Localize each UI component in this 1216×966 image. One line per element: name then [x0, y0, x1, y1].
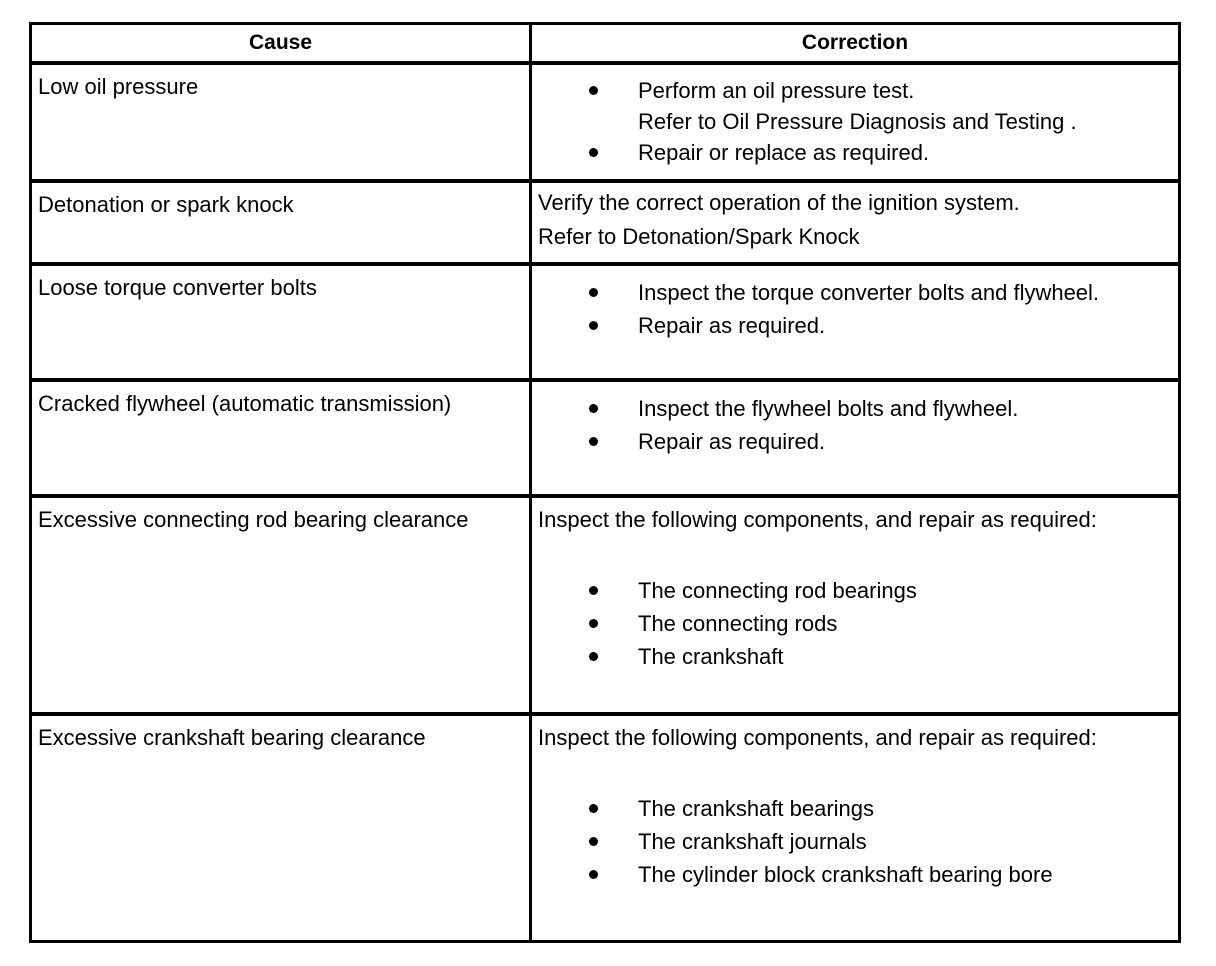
- list-item-text: Repair as required.: [638, 429, 826, 454]
- list-item: [532, 792, 1178, 825]
- bullet-list: [532, 392, 1178, 458]
- list-item-text: The cylinder block crankshaft bearing bore: [638, 862, 1053, 887]
- bullet-list: [532, 276, 1178, 342]
- list-item-text: Repair as required.: [638, 313, 826, 338]
- list-item: [532, 276, 1178, 309]
- list-item: [532, 137, 1178, 168]
- header-cause: Cause: [32, 25, 532, 65]
- diagnosis-table: [29, 22, 1181, 943]
- list-item: [532, 425, 1178, 458]
- bullet-dot-icon: [589, 288, 598, 297]
- bullet-dot-icon: [589, 870, 598, 879]
- cause-cell-connecting-rod: [32, 498, 532, 716]
- list-item-text: Inspect the torque converter bolts and flywheel.: [638, 280, 1100, 305]
- cause-cell-low-oil-pressure: [32, 65, 532, 183]
- list-item: [532, 858, 1178, 891]
- cause-cell-cracked-flywheel: [32, 382, 532, 498]
- correction-cell-detonation: [532, 183, 1178, 266]
- bullet-list: [532, 792, 1178, 891]
- cause-text: Detonation or spark knock: [38, 192, 294, 217]
- bullet-dot-icon: [589, 437, 598, 446]
- cause-cell-crankshaft-bearing: [32, 716, 532, 940]
- bullet-dot-icon: [589, 586, 598, 595]
- bullet-dot-icon: [589, 652, 598, 661]
- list-item-text: Perform an oil pressure test.: [638, 78, 915, 103]
- bullet-dot-icon: [589, 837, 598, 846]
- correction-cell-connecting-rod: [532, 498, 1178, 716]
- bullet-list: [532, 75, 1178, 168]
- bullet-dot-icon: [589, 148, 598, 157]
- list-item: [532, 392, 1178, 425]
- bullet-dot-icon: [589, 404, 598, 413]
- correction-intro: Inspect the following components, and repair as required:: [538, 507, 1097, 532]
- cause-cell-torque-converter: [32, 266, 532, 382]
- bullet-dot-icon: [589, 619, 598, 628]
- cause-text: Cracked flywheel (automatic transmission): [38, 391, 452, 416]
- list-item-text: Repair or replace as required.: [638, 140, 930, 165]
- bullet-dot-icon: [589, 804, 598, 813]
- bullet-dot-icon: [589, 86, 598, 95]
- bullet-dot-icon: [589, 321, 598, 330]
- cause-cell-detonation: [32, 183, 532, 266]
- correction-cell-cracked-flywheel: [532, 382, 1178, 498]
- bullet-list: [532, 574, 1178, 673]
- list-item-text: The crankshaft bearings: [638, 796, 875, 821]
- list-item-text: The connecting rod bearings: [638, 578, 917, 603]
- correction-intro: Inspect the following components, and repair as required:: [538, 725, 1097, 750]
- list-item-text: The crankshaft: [638, 644, 784, 669]
- correction-text: Refer to Detonation/Spark Knock: [538, 224, 860, 249]
- list-item-text: The crankshaft journals: [638, 829, 867, 854]
- correction-cell-low-oil-pressure: [532, 65, 1178, 183]
- cause-text: Loose torque converter bolts: [38, 275, 317, 300]
- cause-text: Low oil pressure: [38, 74, 199, 99]
- list-item-text: The connecting rods: [638, 611, 838, 636]
- list-item-text: Inspect the flywheel bolts and flywheel.: [638, 396, 1019, 421]
- cause-text: Excessive connecting rod bearing clearance: [38, 507, 469, 532]
- header-correction: Correction: [532, 25, 1178, 65]
- cause-text: Excessive crankshaft bearing clearance: [38, 725, 426, 750]
- list-item: [532, 574, 1178, 607]
- list-item-text: Refer to Oil Pressure Diagnosis and Testing .: [638, 109, 1077, 134]
- correction-text: Verify the correct operation of the ignition system.: [538, 190, 1020, 215]
- correction-cell-torque-converter: [532, 266, 1178, 382]
- correction-cell-crankshaft-bearing: [532, 716, 1178, 940]
- list-item: [532, 607, 1178, 640]
- list-item: [532, 75, 1178, 106]
- list-item: [532, 640, 1178, 673]
- list-item: [532, 309, 1178, 342]
- list-item: [532, 825, 1178, 858]
- list-item-continuation: [532, 106, 1178, 137]
